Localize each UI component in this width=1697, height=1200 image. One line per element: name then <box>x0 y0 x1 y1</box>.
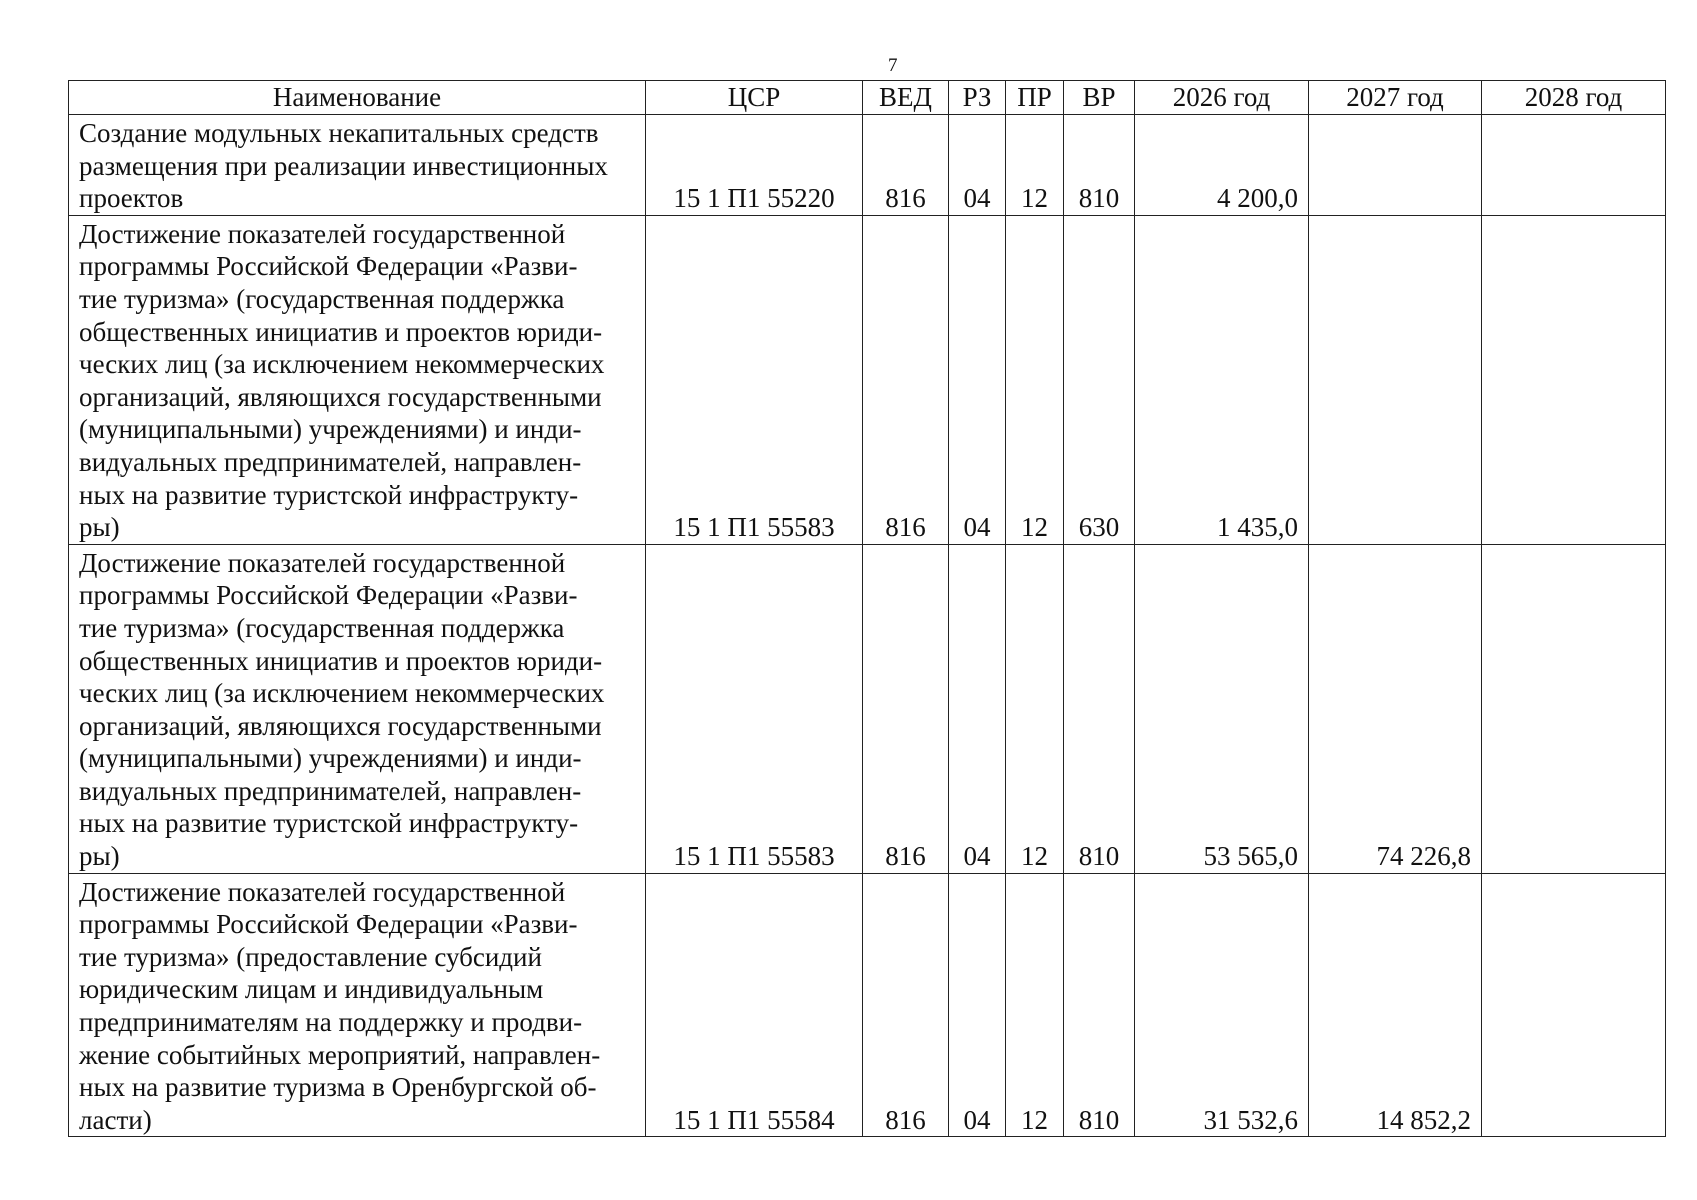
header-vr: ВР <box>1064 81 1135 115</box>
row-name-cell <box>69 544 646 873</box>
name-line: (муниципальными) учреждениями) и инди- <box>79 743 582 774</box>
name-line: предпринимателям на поддержку и продви- <box>79 1007 583 1038</box>
name-line: тие туризма» (государственная поддержка <box>79 612 565 643</box>
name-line: ческих лиц (за исключением некоммерческих <box>79 678 605 709</box>
name-line: Создание модульных некапитальных средств <box>79 118 599 148</box>
name-line: ных на развитие туризма в Оренбургской об- <box>79 1072 597 1103</box>
ved-cell: 816 <box>863 215 949 544</box>
ved-cell: 816 <box>863 115 949 216</box>
amount-2027-cell <box>1309 215 1482 544</box>
name-line: Достижение показателей государственной <box>79 218 566 249</box>
csr-cell: 15 1 П1 55583 <box>646 544 863 873</box>
table-row <box>69 115 1666 216</box>
rz-cell: 04 <box>949 215 1006 544</box>
header-rz: РЗ <box>949 81 1006 115</box>
header-2028: 2028 год <box>1482 81 1666 115</box>
name-line: общественных инициатив и проектов юриди- <box>79 316 603 347</box>
amount-2028-cell <box>1482 115 1666 216</box>
vr-cell: 630 <box>1064 215 1135 544</box>
row-name-cell <box>69 873 646 1137</box>
csr-cell: 15 1 П1 55584 <box>646 873 863 1137</box>
table-header-row <box>69 81 1666 115</box>
name-line: тие туризма» (предоставление субсидий <box>79 941 542 972</box>
header-pr: ПР <box>1006 81 1064 115</box>
vr-cell: 810 <box>1064 115 1135 216</box>
vr-cell: 810 <box>1064 873 1135 1137</box>
header-2027: 2027 год <box>1309 81 1482 115</box>
table-row <box>69 215 1666 544</box>
amount-2026-cell: 4 200,0 <box>1135 115 1309 216</box>
pr-cell: 12 <box>1006 873 1064 1137</box>
name-line: организаций, являющихся государственными <box>79 381 602 412</box>
csr-cell: 15 1 П1 55583 <box>646 215 863 544</box>
header-csr: ЦСР <box>646 81 863 115</box>
name-line: программы Российской Федерации «Разви- <box>79 580 578 611</box>
header-name: Наименование <box>69 81 646 115</box>
name-line: ры) <box>79 841 120 872</box>
ved-cell: 816 <box>863 544 949 873</box>
name-line: программы Российской Федерации «Разви- <box>79 909 578 940</box>
name-line: Достижение показателей государственной <box>79 547 566 578</box>
name-line: общественных инициатив и проектов юриди- <box>79 645 603 676</box>
ved-cell: 816 <box>863 873 949 1137</box>
name-line: ных на развитие туристской инфраструкту- <box>79 479 579 510</box>
name-line: Достижение показателей государственной <box>79 876 566 907</box>
name-line: ческих лиц (за исключением некоммерческих <box>79 349 605 380</box>
amount-2026-cell: 1 435,0 <box>1135 215 1309 544</box>
header-2026: 2026 год <box>1135 81 1309 115</box>
name-line: ласти) <box>79 1104 152 1135</box>
name-line: видуальных предпринимателей, направлен- <box>79 775 582 806</box>
rz-cell: 04 <box>949 544 1006 873</box>
table-row <box>69 873 1666 1137</box>
name-line: жение событийных мероприятий, направлен- <box>79 1039 601 1070</box>
name-line: видуальных предпринимателей, направлен- <box>79 446 582 477</box>
row-name-cell <box>69 115 646 216</box>
row-name-cell <box>69 215 646 544</box>
amount-2028-cell <box>1482 544 1666 873</box>
name-line: проектов <box>79 183 184 214</box>
amount-2028-cell <box>1482 215 1666 544</box>
name-line: размещения при реализации инвестиционных <box>79 150 608 181</box>
table-row <box>69 544 1666 873</box>
amount-2027-cell <box>1309 115 1482 216</box>
amount-2026-cell: 53 565,0 <box>1135 544 1309 873</box>
amount-2027-cell: 14 852,2 <box>1309 873 1482 1137</box>
rz-cell: 04 <box>949 873 1006 1137</box>
name-line: ры) <box>79 512 120 543</box>
page-number: 7 <box>888 55 898 76</box>
csr-cell: 15 1 П1 55220 <box>646 115 863 216</box>
header-ved: ВЕД <box>863 81 949 115</box>
amount-2028-cell <box>1482 873 1666 1137</box>
name-line: программы Российской Федерации «Разви- <box>79 251 578 282</box>
name-line: тие туризма» (государственная поддержка <box>79 283 565 314</box>
pr-cell: 12 <box>1006 215 1064 544</box>
budget-table <box>68 80 1666 1137</box>
amount-2026-cell: 31 532,6 <box>1135 873 1309 1137</box>
name-line: (муниципальными) учреждениями) и инди- <box>79 414 582 445</box>
name-line: юридическим лицам и индивидуальным <box>79 974 544 1005</box>
pr-cell: 12 <box>1006 544 1064 873</box>
name-line: организаций, являющихся государственными <box>79 710 602 741</box>
amount-2027-cell: 74 226,8 <box>1309 544 1482 873</box>
vr-cell: 810 <box>1064 544 1135 873</box>
rz-cell: 04 <box>949 115 1006 216</box>
name-line: ных на развитие туристской инфраструкту- <box>79 808 579 839</box>
pr-cell: 12 <box>1006 115 1064 216</box>
